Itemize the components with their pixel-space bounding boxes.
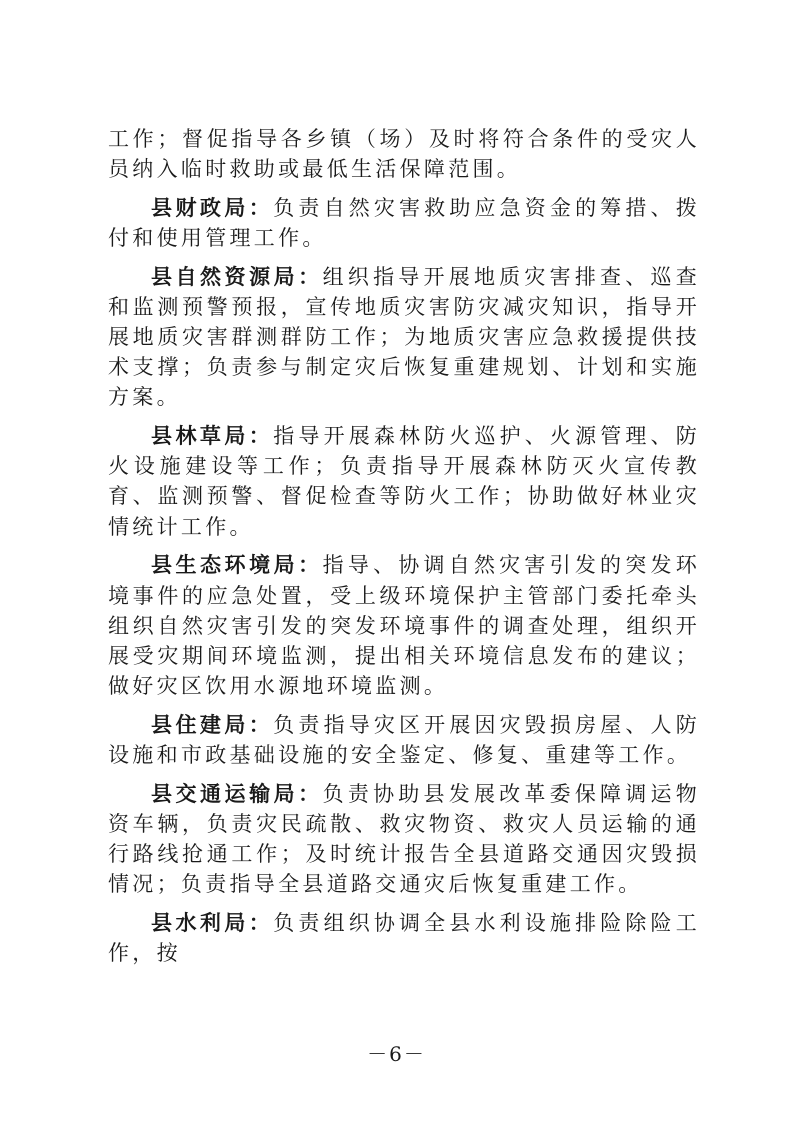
paragraph-text: 指导开展森林防火巡护、火源管理、防火设施建设等工作；负责指导开展森林防灭火宣传教育、监测预警、督促检查等防火工作；协助做好林业灾情统计工作。 [108,424,700,539]
paragraph-transport-bureau [108,779,700,899]
department-name: 县财政局： [151,195,274,220]
paragraph-text: 负责自然灾害救助应急资金的筹措、拨付和使用管理工作。 [108,195,700,251]
department-name: 县交通运输局： [151,781,323,806]
paragraph-housing-construction-bureau [108,710,700,770]
department-name: 县生态环境局： [151,553,323,578]
paragraph-ecology-environment-bureau [108,550,700,700]
continuation-text: 工作；督促指导各乡镇（场）及时将符合条件的受灾人员纳入临时救助或最低生活保障范围。 [108,127,700,182]
department-name: 县自然资源局： [151,264,323,289]
department-name: 县水利局： [151,910,274,935]
paragraph-water-resources-bureau [108,908,700,968]
paragraph-text: 组织指导开展地质灾害排查、巡查和监测预警预报，宣传地质灾害防灾减灾知识，指导开展地质灾害群测群防工作；为地质灾害应急救援提供技术支撑；负责参与制定灾后恢复重建规划、计划和实施方案。 [108,264,701,410]
paragraph-text: 负责指导灾区开展因灾毁损房屋、人防设施和市政基础设施的安全鉴定、修复、重建等工作。 [108,712,700,767]
department-name: 县林草局： [151,424,274,449]
document-body [108,124,700,977]
page-number: －6－ [367,1042,426,1066]
paragraph-text: 负责协助县发展改革委保障调运物资车辆，负责灾民疏散、救灾物资、救灾人员运输的通行路线抢通工作；及时统计报告全县道路交通因灾毁损情况；负责指导全县道路交通灾后恢复重建工作。 [108,781,701,896]
paragraph-text: 指导、协调自然灾害引发的突发环境事件的应急处置，受上级环境保护主管部门委托牵头组织自然灾害引发的突发环境事件的调查处理，组织开展受灾期间环境监测，提出相关环境信息发布的建议；做好灾区饮用水源地环境监测。 [108,553,701,698]
paragraph-finance-bureau [108,193,700,253]
department-name: 县住建局： [151,712,274,737]
paragraph-text: 负责组织协调全县水利设施排险除险工作，按 [108,910,700,965]
paragraph-forestry-grassland-bureau [108,421,700,541]
paragraph-natural-resources-bureau [108,262,700,412]
continuation-paragraph [108,124,700,184]
